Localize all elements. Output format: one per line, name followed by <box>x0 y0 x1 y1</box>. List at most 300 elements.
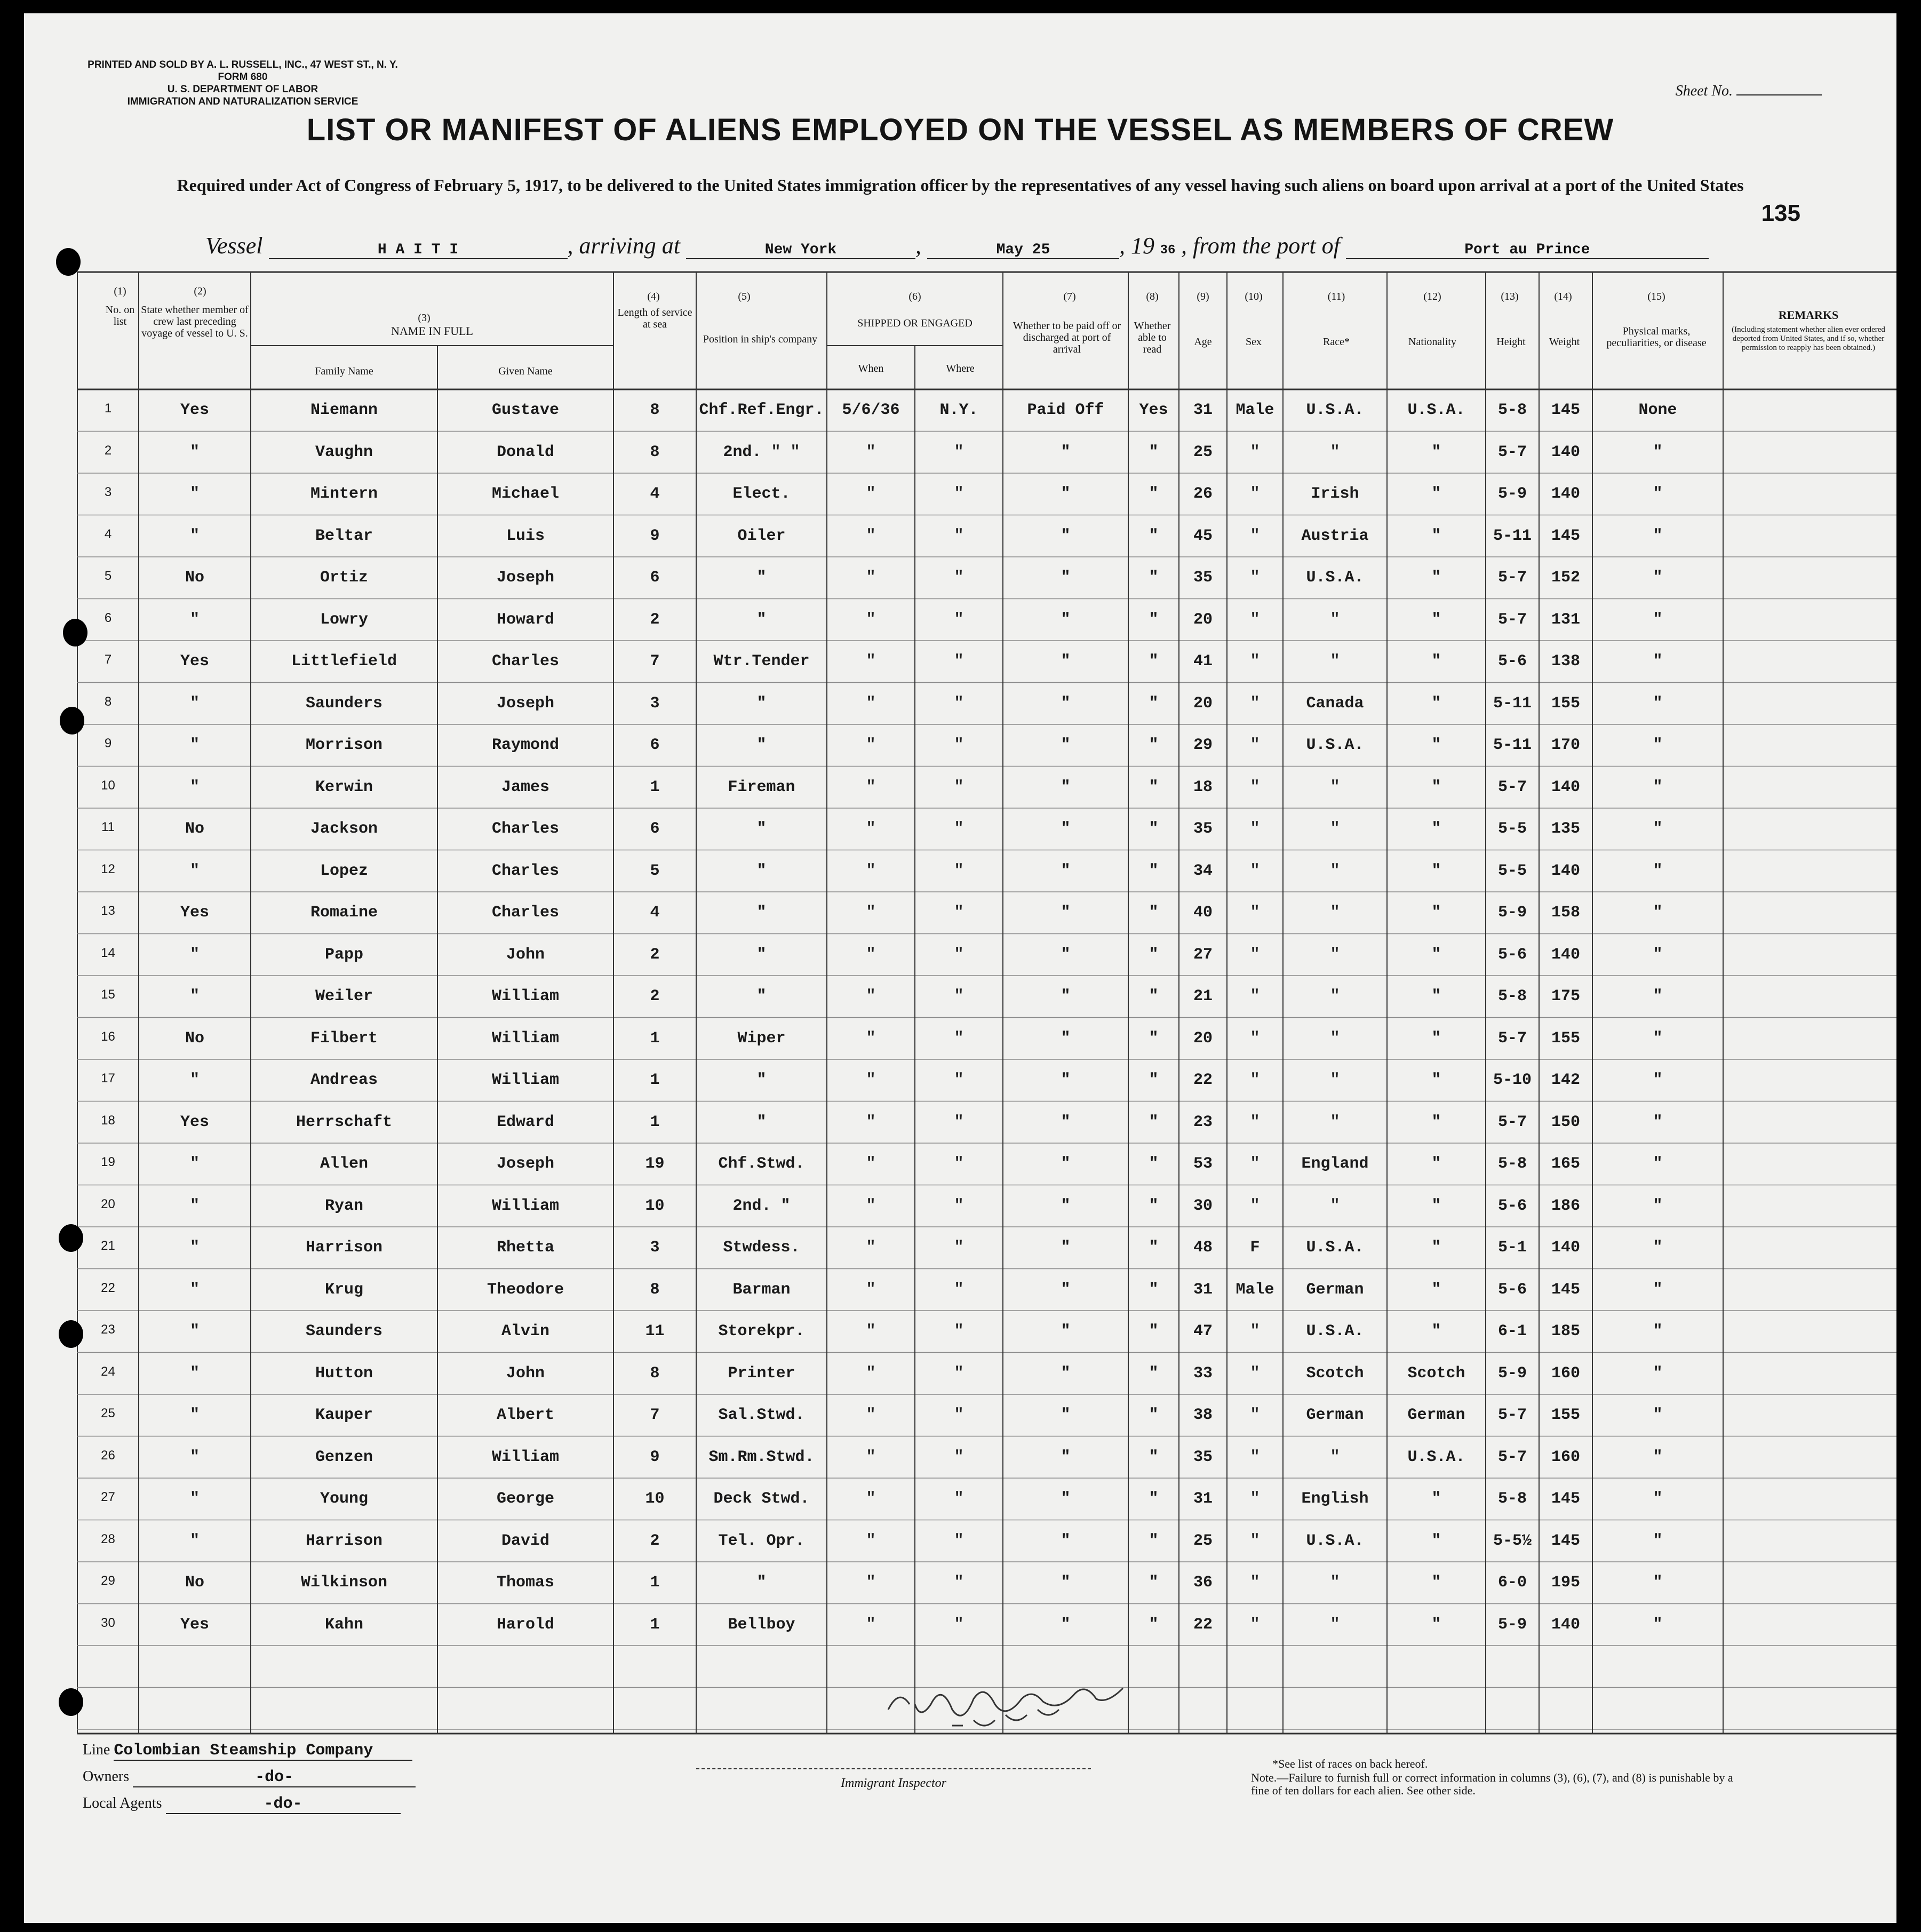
punch-hole <box>63 619 87 646</box>
races-note: *See list of races on back hereof. <box>1272 1757 1428 1770</box>
cell-nat: " <box>1431 904 1441 922</box>
cell-family: Wilkinson <box>300 1574 388 1592</box>
cell-family: Ryan <box>324 1196 363 1215</box>
cell-when: " <box>866 945 876 964</box>
cell-paid: " <box>1061 485 1071 503</box>
cell-family: Lopez <box>320 861 368 880</box>
cell-ht: 5-9 <box>1497 1615 1527 1634</box>
cell-n: 12 <box>101 861 115 876</box>
cell-given: Charles <box>491 820 560 838</box>
cell-age: 35 <box>1193 569 1213 587</box>
cell-sex: " <box>1250 1531 1260 1550</box>
cell-pos: 2nd. " " <box>723 443 800 461</box>
cell-wt: 140 <box>1551 443 1580 461</box>
cell-given: Theodore <box>487 1280 564 1299</box>
cell-nat: " <box>1431 1531 1441 1550</box>
cell-where: " <box>954 1196 964 1215</box>
arrival-port: New York <box>686 242 915 259</box>
cell-n: 25 <box>101 1406 115 1420</box>
cell-wt: 135 <box>1551 820 1580 838</box>
cell-prev: " <box>189 610 200 629</box>
cell-given: William <box>491 1448 560 1466</box>
cell-wt: 175 <box>1551 987 1580 1005</box>
cell-read: " <box>1149 569 1159 587</box>
cell-age: 31 <box>1193 1490 1213 1508</box>
cell-given: Donald <box>496 443 555 461</box>
cell-nat: " <box>1431 1196 1441 1215</box>
cell-where: " <box>954 1490 964 1508</box>
cell-paid: " <box>1061 1448 1071 1466</box>
cell-wt: 185 <box>1551 1322 1580 1340</box>
inspector-signature <box>878 1667 1224 1747</box>
cell-paid: " <box>1061 1531 1071 1550</box>
cell-paid: " <box>1061 1364 1071 1383</box>
cell-len: 4 <box>650 904 660 922</box>
cell-wt: 140 <box>1551 485 1580 503</box>
col-previous-voyage: State whether member of crew last preceding voyage of vessel to U. S. <box>141 304 249 339</box>
cell-marks: " <box>1653 1071 1663 1089</box>
cell-age: 29 <box>1193 736 1213 754</box>
col14-number: (14) <box>1554 291 1572 302</box>
cell-age: 33 <box>1193 1364 1213 1383</box>
cell-n: 28 <box>101 1531 115 1546</box>
cell-given: Edward <box>496 1113 555 1131</box>
cell-read: " <box>1149 652 1159 670</box>
cell-len: 8 <box>650 1280 660 1299</box>
cell-where: " <box>954 1574 964 1592</box>
cell-marks: " <box>1653 820 1663 838</box>
cell-ht: 5-9 <box>1497 1364 1527 1383</box>
cell-nat: " <box>1431 778 1441 796</box>
cell-pos: " <box>756 945 767 964</box>
cell-sex: " <box>1250 1364 1260 1383</box>
cell-len: 2 <box>650 1531 660 1550</box>
cell-family: Romaine <box>310 904 378 922</box>
punch-hole <box>59 1320 83 1348</box>
cell-age: 41 <box>1193 652 1213 670</box>
cell-prev: " <box>189 485 200 503</box>
cell-paid: " <box>1061 820 1071 838</box>
cell-race: " <box>1330 1029 1340 1048</box>
cell-where: " <box>954 987 964 1005</box>
cell-len: 10 <box>645 1196 665 1215</box>
cell-when: " <box>866 861 876 880</box>
cell-sex: " <box>1250 736 1260 754</box>
cell-read: " <box>1149 1280 1159 1299</box>
cell-prev: No <box>185 1029 204 1048</box>
cell-read: " <box>1149 1029 1159 1048</box>
cell-age: 48 <box>1193 1239 1213 1257</box>
cell-pos: Fireman <box>728 778 795 796</box>
cell-marks: " <box>1653 443 1663 461</box>
cell-age: 45 <box>1193 526 1213 545</box>
cell-n: 21 <box>101 1239 115 1253</box>
cell-len: 8 <box>650 443 660 461</box>
cell-n: 11 <box>101 820 115 834</box>
col-name-in-full: NAME IN FULL <box>391 324 473 338</box>
cell-ht: 5-7 <box>1497 778 1527 796</box>
cell-age: 27 <box>1193 945 1213 964</box>
cell-sex: " <box>1250 904 1260 922</box>
col11-number: (11) <box>1327 291 1345 302</box>
cell-race: " <box>1330 1574 1340 1592</box>
cell-n: 5 <box>104 569 112 583</box>
cell-marks: " <box>1653 1615 1663 1634</box>
cell-paid: " <box>1061 694 1071 713</box>
col-nationality: Nationality <box>1408 336 1456 348</box>
cell-paid: " <box>1061 1155 1071 1173</box>
cell-given: Rhetta <box>496 1239 555 1257</box>
cell-nat: " <box>1431 945 1441 964</box>
cell-marks: " <box>1653 1113 1663 1131</box>
cell-prev: No <box>185 1574 204 1592</box>
punch-hole <box>59 1688 83 1716</box>
cell-pos: Printer <box>728 1364 795 1383</box>
cell-ht: 5-6 <box>1497 1196 1527 1215</box>
cell-where: " <box>954 485 964 503</box>
cell-wt: 155 <box>1551 694 1580 713</box>
cell-when: " <box>866 904 876 922</box>
cell-marks: " <box>1653 485 1663 503</box>
cell-prev: " <box>189 945 200 964</box>
footer-owners <box>83 1768 416 1787</box>
cell-read: " <box>1149 694 1159 713</box>
cell-nat: " <box>1431 736 1441 754</box>
cell-family: Littlefield <box>291 652 397 670</box>
cell-paid: " <box>1061 526 1071 545</box>
cell-read: " <box>1149 1531 1159 1550</box>
owners-label: Owners <box>83 1768 130 1785</box>
cell-wt: 145 <box>1551 1490 1580 1508</box>
cell-when: " <box>866 820 876 838</box>
cell-prev: " <box>189 1239 200 1257</box>
cell-where: " <box>954 736 964 754</box>
cell-ht: 5-10 <box>1493 1071 1532 1089</box>
cell-race: U.S.A. <box>1306 1239 1364 1257</box>
cell-paid: " <box>1061 1406 1071 1424</box>
cell-marks: " <box>1653 1322 1663 1340</box>
cell-n: 16 <box>101 1029 115 1044</box>
cell-ht: 5-7 <box>1497 1113 1527 1131</box>
cell-len: 8 <box>650 401 660 419</box>
cell-read: " <box>1149 1155 1159 1173</box>
cell-marks: None <box>1638 401 1677 419</box>
cell-where: " <box>954 1364 964 1383</box>
cell-pos: Tel. Opr. <box>718 1531 805 1550</box>
cell-marks: " <box>1653 1196 1663 1215</box>
col10-number: (10) <box>1245 291 1263 302</box>
cell-pos: " <box>756 861 767 880</box>
printer-line: PRINTED AND SOLD BY A. L. RUSSELL, INC., 47 WEST ST., N. Y. <box>87 59 398 70</box>
cell-pos: " <box>756 1071 767 1089</box>
cell-age: 30 <box>1193 1196 1213 1215</box>
cell-sex: " <box>1250 569 1260 587</box>
cell-paid: " <box>1061 1280 1071 1299</box>
cell-sex: " <box>1250 1196 1260 1215</box>
cell-n: 3 <box>104 485 112 499</box>
cell-sex: " <box>1250 1574 1260 1592</box>
cell-read: " <box>1149 778 1159 796</box>
cell-nat: " <box>1431 610 1441 629</box>
cell-given: James <box>501 778 549 796</box>
cell-family: Herrschaft <box>296 1113 393 1131</box>
year-prefix: , 19 <box>1119 233 1154 259</box>
table-grid <box>24 13 1896 1923</box>
col2-number: (2) <box>194 285 206 297</box>
cell-wt: 152 <box>1551 569 1580 587</box>
cell-sex: " <box>1250 987 1260 1005</box>
cell-sex: " <box>1250 1490 1260 1508</box>
cell-len: 19 <box>645 1155 665 1173</box>
cell-family: Hutton <box>315 1364 373 1383</box>
cell-given: William <box>491 1071 560 1089</box>
cell-prev: Yes <box>180 401 209 419</box>
cell-age: 25 <box>1193 443 1213 461</box>
vessel-label: Vessel <box>205 233 263 259</box>
cell-where: " <box>954 1406 964 1424</box>
cell-pos: Elect. <box>732 485 791 503</box>
steamship-line: Colombian Steamship Company <box>114 1742 412 1761</box>
cell-wt: 195 <box>1551 1574 1580 1592</box>
cell-read: " <box>1149 820 1159 838</box>
cell-len: 4 <box>650 485 660 503</box>
cell-age: 21 <box>1193 987 1213 1005</box>
service-line: IMMIGRATION AND NATURALIZATION SERVICE <box>127 96 358 107</box>
col1-number: (1) <box>114 285 126 297</box>
penalty-note: Note.—Failure to furnish full or correct information in columns (3), (6), (7), and (8) is punishable by a fine of ten dollars for each alien. See other side. <box>1251 1771 1733 1797</box>
cell-wt: 186 <box>1551 1196 1580 1215</box>
cell-when: " <box>866 736 876 754</box>
cell-len: 6 <box>650 736 660 754</box>
cell-when: " <box>866 569 876 587</box>
cell-paid: " <box>1061 1615 1071 1634</box>
cell-nat: " <box>1431 443 1441 461</box>
cell-n: 27 <box>101 1490 115 1504</box>
cell-age: 34 <box>1193 861 1213 880</box>
cell-race: " <box>1330 861 1340 880</box>
cell-family: Young <box>320 1490 368 1508</box>
cell-where: " <box>954 861 964 880</box>
cell-wt: 150 <box>1551 1113 1580 1131</box>
cell-given: Albert <box>496 1406 555 1424</box>
cell-n: 22 <box>101 1280 115 1295</box>
cell-given: Joseph <box>496 569 555 587</box>
cell-race: " <box>1330 1071 1340 1089</box>
cell-n: 4 <box>104 526 112 541</box>
cell-marks: " <box>1653 1406 1663 1424</box>
cell-where: " <box>954 526 964 545</box>
cell-n: 15 <box>101 987 115 1002</box>
cell-sex: Male <box>1236 401 1274 419</box>
cell-ht: 5-7 <box>1497 443 1527 461</box>
cell-when: " <box>866 1029 876 1048</box>
cell-when: " <box>866 1406 876 1424</box>
cell-age: 22 <box>1193 1071 1213 1089</box>
cell-where: " <box>954 569 964 587</box>
cell-marks: " <box>1653 778 1663 796</box>
arrival-year: 36 <box>1160 243 1176 258</box>
cell-wt: 155 <box>1551 1406 1580 1424</box>
cell-sex: " <box>1250 1406 1260 1424</box>
cell-race: England <box>1301 1155 1369 1173</box>
cell-wt: 158 <box>1551 904 1580 922</box>
cell-pos: " <box>756 1574 767 1592</box>
cell-nat: " <box>1431 526 1441 545</box>
cell-paid: " <box>1061 904 1071 922</box>
col13-number: (13) <box>1501 291 1519 302</box>
cell-paid: " <box>1061 1029 1071 1048</box>
cell-pos: Wiper <box>737 1029 786 1048</box>
cell-len: 7 <box>650 1406 660 1424</box>
cell-race: English <box>1301 1490 1369 1508</box>
cell-paid: " <box>1061 652 1071 670</box>
inspector-line <box>696 1768 1091 1769</box>
cell-n: 23 <box>101 1322 115 1337</box>
cell-where: " <box>954 1113 964 1131</box>
cell-sex: " <box>1250 1615 1260 1634</box>
cell-nat: " <box>1431 1113 1441 1131</box>
col-length-of-service: Length of service at sea <box>617 307 692 330</box>
cell-wt: 145 <box>1551 1531 1580 1550</box>
cell-len: 7 <box>650 652 660 670</box>
cell-given: Harold <box>496 1615 555 1634</box>
cell-read: " <box>1149 1574 1159 1592</box>
cell-where: " <box>954 945 964 964</box>
cell-when: " <box>866 526 876 545</box>
cell-race: " <box>1330 778 1340 796</box>
cell-sex: " <box>1250 1071 1260 1089</box>
line-label: Line <box>83 1742 110 1758</box>
cell-ht: 5-11 <box>1493 736 1532 754</box>
cell-len: 11 <box>645 1322 665 1340</box>
departure-port: Port au Prince <box>1346 242 1709 259</box>
cell-marks: " <box>1653 610 1663 629</box>
cell-sex: " <box>1250 526 1260 545</box>
cell-len: 9 <box>650 526 660 545</box>
cell-race: Irish <box>1311 485 1359 503</box>
cell-len: 1 <box>650 1574 660 1592</box>
cell-family: Krug <box>324 1280 363 1299</box>
cell-ht: 5-9 <box>1497 485 1527 503</box>
cell-read: " <box>1149 1239 1159 1257</box>
cell-marks: " <box>1653 1448 1663 1466</box>
cell-where: " <box>954 820 964 838</box>
cell-when: " <box>866 1239 876 1257</box>
col5-number: (5) <box>738 291 751 302</box>
cell-ht: 5-7 <box>1497 610 1527 629</box>
cell-where: " <box>954 1029 964 1048</box>
cell-ht: 5-11 <box>1493 526 1532 545</box>
cell-nat: " <box>1431 1490 1441 1508</box>
cell-age: 23 <box>1193 1113 1213 1131</box>
cell-paid: " <box>1061 443 1071 461</box>
cell-nat: " <box>1431 1029 1441 1048</box>
cell-where: " <box>954 1531 964 1550</box>
cell-nat: " <box>1431 1071 1441 1089</box>
cell-marks: " <box>1653 569 1663 587</box>
cell-read: " <box>1149 1196 1159 1215</box>
cell-n: 30 <box>101 1615 115 1630</box>
cell-prev: " <box>189 694 200 713</box>
cell-sex: " <box>1250 945 1260 964</box>
cell-wt: 142 <box>1551 1071 1580 1089</box>
cell-marks: " <box>1653 1280 1663 1299</box>
col-paid-off: Whether to be paid off or discharged at port of arrival <box>1013 320 1121 355</box>
cell-pos: Chf.Ref.Engr. <box>699 401 824 419</box>
cell-race: " <box>1330 443 1340 461</box>
cell-len: 6 <box>650 569 660 587</box>
cell-race: German <box>1306 1280 1364 1299</box>
page-subtitle: Required under Act of Congress of February 5, 1917, to be delivered to the United States immigration officer by the representatives of any vessel having such aliens on board upon arrival at a port of the United States <box>177 175 1744 195</box>
cell-len: 9 <box>650 1448 660 1466</box>
cell-where: " <box>954 652 964 670</box>
cell-given: Raymond <box>491 736 560 754</box>
col-sex: Sex <box>1246 336 1262 348</box>
cell-sex: F <box>1250 1239 1260 1257</box>
cell-race: " <box>1330 945 1340 964</box>
cell-ht: 6-0 <box>1497 1574 1527 1592</box>
cell-family: Harrison <box>305 1239 383 1257</box>
cell-nat: U.S.A. <box>1407 401 1465 419</box>
cell-prev: " <box>189 736 200 754</box>
cell-paid: " <box>1061 569 1071 587</box>
sheet-label: Sheet No. <box>1675 83 1733 99</box>
cell-nat: " <box>1431 1239 1441 1257</box>
cell-paid: Paid Off <box>1027 401 1104 419</box>
cell-age: 35 <box>1193 820 1213 838</box>
cell-when: " <box>866 1531 876 1550</box>
cell-read: " <box>1149 945 1159 964</box>
cell-given: David <box>501 1531 549 1550</box>
cell-where: " <box>954 904 964 922</box>
cell-where: " <box>954 1239 964 1257</box>
cell-len: 6 <box>650 820 660 838</box>
cell-family: Kauper <box>315 1406 373 1424</box>
cell-prev: " <box>189 987 200 1005</box>
cell-pos: Stwdess. <box>723 1239 800 1257</box>
cell-given: Luis <box>506 526 545 545</box>
cell-given: Charles <box>491 861 560 880</box>
cell-pos: " <box>756 820 767 838</box>
cell-pos: " <box>756 904 767 922</box>
col-shipped-or-engaged: SHIPPED OR ENGAGED <box>857 317 973 329</box>
cell-len: 5 <box>650 861 660 880</box>
col-able-to-read: Whether able to read <box>1134 320 1171 355</box>
cell-ht: 5-5½ <box>1493 1531 1532 1550</box>
cell-race: U.S.A. <box>1306 736 1364 754</box>
vessel-name: H A I T I <box>269 242 568 259</box>
cell-when: " <box>866 778 876 796</box>
cell-read: Yes <box>1139 401 1168 419</box>
cell-given: Alvin <box>501 1322 549 1340</box>
cell-prev: Yes <box>180 904 209 922</box>
cell-age: 31 <box>1193 1280 1213 1299</box>
col-remarks: REMARKS <box>1778 308 1839 322</box>
cell-wt: 145 <box>1551 526 1580 545</box>
cell-family: Vaughn <box>315 443 373 461</box>
cell-when: " <box>866 1490 876 1508</box>
cell-n: 24 <box>101 1364 115 1379</box>
cell-age: 20 <box>1193 1029 1213 1048</box>
col-weight: Weight <box>1549 336 1580 348</box>
col-physical-marks: Physical marks, peculiarities, or disease <box>1606 325 1707 349</box>
cell-sex: " <box>1250 694 1260 713</box>
cell-family: Filbert <box>310 1029 378 1048</box>
cell-marks: " <box>1653 945 1663 964</box>
col-given-name: Given Name <box>498 365 553 377</box>
cell-ht: 5-7 <box>1497 1029 1527 1048</box>
cell-read: " <box>1149 1615 1159 1634</box>
